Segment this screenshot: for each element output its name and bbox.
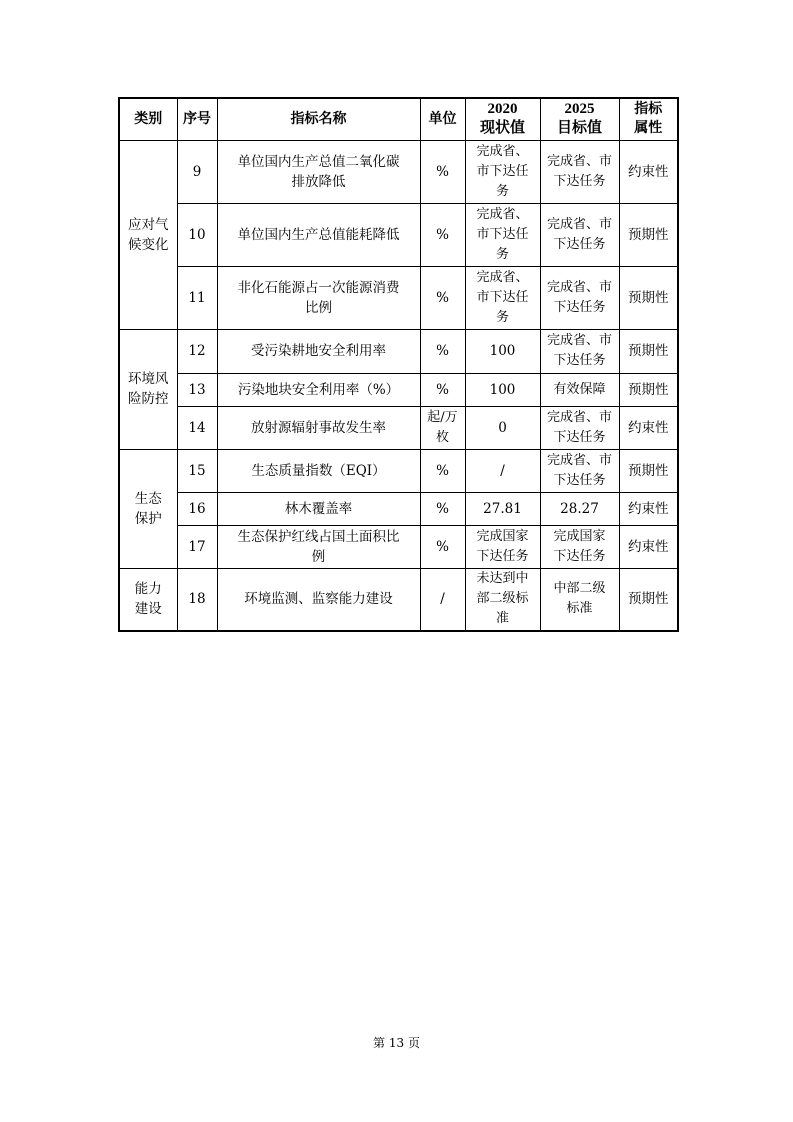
value-2020-cell: 0 xyxy=(465,406,540,449)
seq-cell: 10 xyxy=(177,203,217,266)
attr-cell: 约束性 xyxy=(619,525,678,568)
name-cell: 污染地块安全利用率（%） xyxy=(217,373,420,406)
name-cell: 林木覆盖率 xyxy=(217,492,420,525)
table-row xyxy=(119,492,678,525)
seq-cell: 11 xyxy=(177,266,217,329)
seq-cell: 12 xyxy=(177,329,217,373)
value-2020-cell: 未达到中 部二级标 准 xyxy=(465,568,540,631)
unit-cell: % xyxy=(420,203,465,266)
header-attr: 指标 属性 xyxy=(619,98,678,140)
category-cell: 生态 保护 xyxy=(119,449,177,568)
value-2025-cell: 完成省、市 下达任务 xyxy=(540,266,619,329)
seq-cell: 14 xyxy=(177,406,217,449)
value-2020-cell: 完成省、 市下达任 务 xyxy=(465,266,540,329)
table-row xyxy=(119,203,678,266)
value-2025-cell: 中部二级 标准 xyxy=(540,568,619,631)
value-2020-cell: 完成国家 下达任务 xyxy=(465,525,540,568)
value-2025-cell: 完成省、市 下达任务 xyxy=(540,449,619,492)
value-2020-cell: 完成省、 市下达任 务 xyxy=(465,140,540,203)
attr-cell: 预期性 xyxy=(619,329,678,373)
value-2020-cell: / xyxy=(465,449,540,492)
unit-cell: % xyxy=(420,449,465,492)
indicator-table xyxy=(118,97,679,632)
attr-cell: 预期性 xyxy=(619,568,678,631)
value-2020-cell: 27.81 xyxy=(465,492,540,525)
name-cell: 生态质量指数（EQI） xyxy=(217,449,420,492)
value-2020-cell: 100 xyxy=(465,329,540,373)
unit-cell: / xyxy=(420,568,465,631)
value-2025-cell: 完成省、市 下达任务 xyxy=(540,203,619,266)
attr-cell: 预期性 xyxy=(619,266,678,329)
unit-cell: % xyxy=(420,492,465,525)
value-2025-cell: 28.27 xyxy=(540,492,619,525)
header-category: 类别 xyxy=(119,98,177,140)
unit-cell: % xyxy=(420,140,465,203)
unit-cell: % xyxy=(420,329,465,373)
name-cell: 单位国内生产总值能耗降低 xyxy=(217,203,420,266)
unit-cell: % xyxy=(420,266,465,329)
table-row xyxy=(119,140,678,203)
table-row xyxy=(119,449,678,492)
category-cell: 应对气 候变化 xyxy=(119,140,177,329)
table-row xyxy=(119,568,678,631)
attr-cell: 约束性 xyxy=(619,492,678,525)
attr-cell: 预期性 xyxy=(619,203,678,266)
table-row xyxy=(119,329,678,373)
header-2020: 2020 现状值 xyxy=(465,98,540,140)
category-cell: 能力 建设 xyxy=(119,568,177,631)
seq-cell: 16 xyxy=(177,492,217,525)
table-row xyxy=(119,525,678,568)
name-cell: 放射源辐射事故发生率 xyxy=(217,406,420,449)
name-cell: 受污染耕地安全利用率 xyxy=(217,329,420,373)
value-2025-cell: 完成国家 下达任务 xyxy=(540,525,619,568)
value-2025-cell: 完成省、市 下达任务 xyxy=(540,140,619,203)
value-2025-cell: 完成省、市 下达任务 xyxy=(540,406,619,449)
seq-cell: 13 xyxy=(177,373,217,406)
name-cell: 生态保护红线占国土面积比 例 xyxy=(217,525,420,568)
header-seq: 序号 xyxy=(177,98,217,140)
header-unit: 单位 xyxy=(420,98,465,140)
value-2020-cell: 100 xyxy=(465,373,540,406)
value-2025-cell: 有效保障 xyxy=(540,373,619,406)
header-name: 指标名称 xyxy=(217,98,420,140)
seq-cell: 17 xyxy=(177,525,217,568)
attr-cell: 约束性 xyxy=(619,406,678,449)
category-cell: 环境风 险防控 xyxy=(119,329,177,449)
attr-cell: 约束性 xyxy=(619,140,678,203)
table-row xyxy=(119,266,678,329)
name-cell: 单位国内生产总值二氧化碳 排放降低 xyxy=(217,140,420,203)
name-cell: 环境监测、监察能力建设 xyxy=(217,568,420,631)
seq-cell: 9 xyxy=(177,140,217,203)
page-number: 第 13 页 xyxy=(373,1036,420,1050)
table-row xyxy=(119,373,678,406)
table-header-row xyxy=(119,98,678,140)
table-row xyxy=(119,406,678,449)
unit-cell: % xyxy=(420,525,465,568)
value-2025-cell: 完成省、市 下达任务 xyxy=(540,329,619,373)
unit-cell: % xyxy=(420,373,465,406)
attr-cell: 预期性 xyxy=(619,373,678,406)
seq-cell: 18 xyxy=(177,568,217,631)
seq-cell: 15 xyxy=(177,449,217,492)
attr-cell: 预期性 xyxy=(619,449,678,492)
header-2025: 2025 目标值 xyxy=(540,98,619,140)
value-2020-cell: 完成省、 市下达任 务 xyxy=(465,203,540,266)
name-cell: 非化石能源占一次能源消费 比例 xyxy=(217,266,420,329)
unit-cell: 起/万 枚 xyxy=(420,406,465,449)
